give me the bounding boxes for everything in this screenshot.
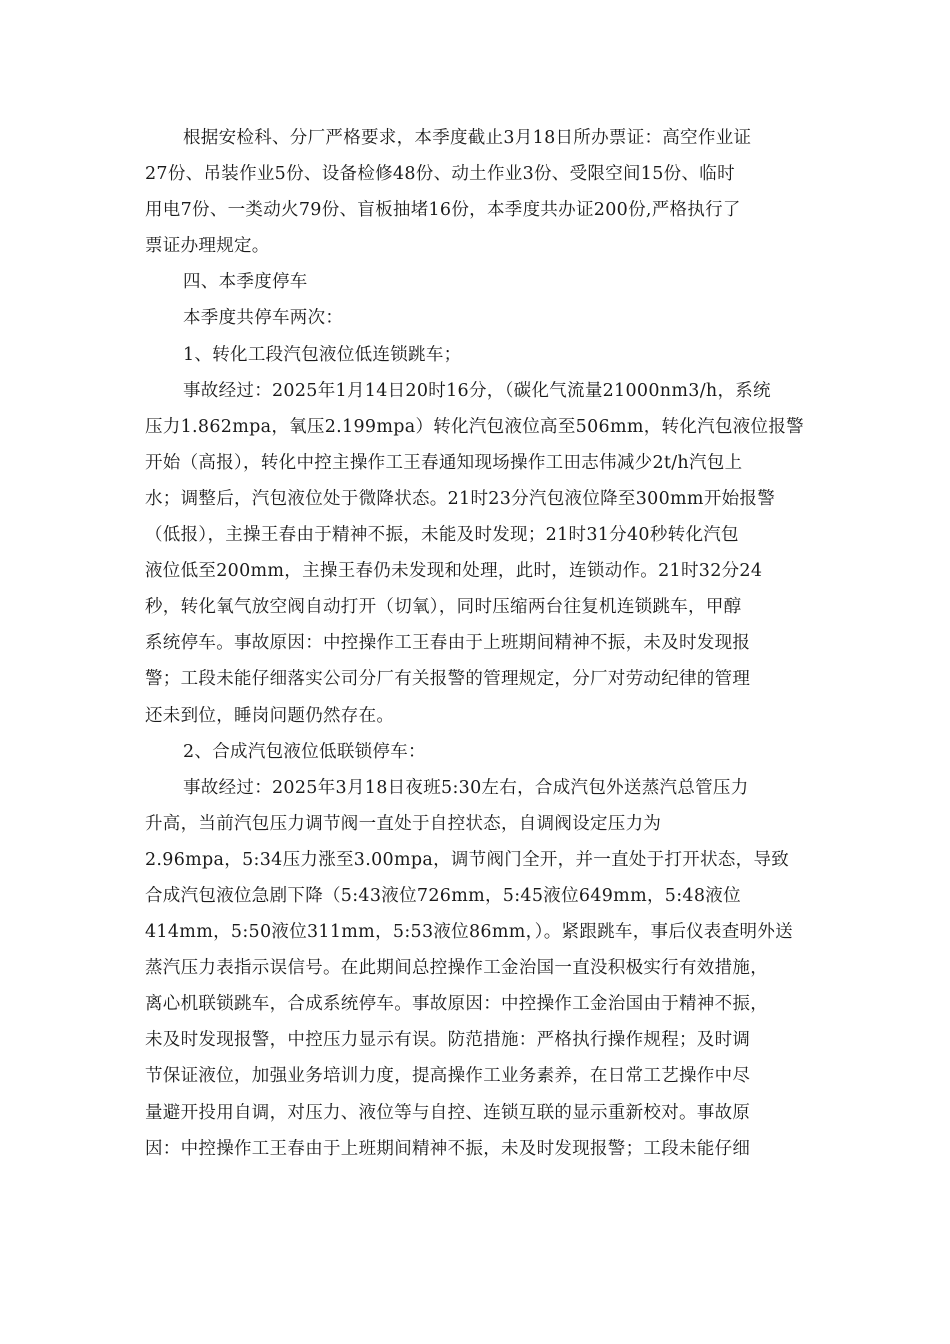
text-line: 根据安检科、分厂严格要求，本季度截止3月18日所办票证：高空作业证 <box>183 128 752 148</box>
text-line: 本季度共停车两次： <box>183 308 344 329</box>
text-line: 蒸汽压力表指示误信号。在此期间总控操作工金治国一直没积极实行有效措施， <box>145 958 768 979</box>
text-line: 水；调整后，汽包液位处于微降状态。21时23分汽包液位降至300mm开始报警 <box>145 488 776 509</box>
text-line: 票证办理规定。 <box>145 236 270 257</box>
text-line: 1、转化工段汽包液位低连锁跳车； <box>183 344 462 365</box>
text-line: 警；工段未能仔细落实公司分厂有关报警的管理规定，分厂对劳动纪律的管理 <box>145 669 751 690</box>
text-line: 压力1.862mpa，氧压2.199mpa）转化汽包液位高至506mm，转化汽包液位报警 <box>145 416 804 437</box>
document-body <box>145 120 810 1167</box>
text-line: 27份、吊装作业5份、设备检修48份、动土作业3份、受限空间15份、临时 <box>145 164 735 185</box>
text-line: 离心机联锁跳车，合成系统停车。事故原因：中控操作工金治国由于精神不振， <box>145 994 768 1015</box>
text-line: 因：中控操作工王春由于上班期间精神不振，未及时发现报警；工段未能仔细 <box>145 1138 751 1159</box>
text-line: 量避开投用自调，对压力、液位等与自控、连锁互联的显示重新校对。事故原 <box>145 1102 751 1123</box>
text-line: 节保证液位，加强业务培训力度，提高操作工业务素养，在日常工艺操作中尽 <box>145 1066 751 1087</box>
text-line: 秒，转化氧气放空阀自动打开（切氧），同时压缩两台往复机连锁跳车，甲醇 <box>145 597 742 618</box>
text-line: 事故经过：2025年3月18日夜班5:30左右，合成汽包外送蒸汽总管压力 <box>183 777 749 798</box>
text-line: 未及时发现报警，中控压力显示有误。防范措施：严格执行操作规程；及时调 <box>145 1030 751 1051</box>
text-line: 升高，当前汽包压力调节阀一直处于自控状态，自调阀设定压力为 <box>145 813 662 834</box>
text-line: 系统停车。事故原因：中控操作工王春由于上班期间精神不振，未及时发现报 <box>145 633 751 654</box>
text-line: 合成汽包液位急剧下降（5:43液位726mm，5:45液位649mm，5:48液位 <box>145 885 741 906</box>
document-page <box>145 120 810 1167</box>
text-line: 还未到位，睡岗问题仍然存在。 <box>145 705 395 726</box>
text-line: 四、本季度停车 <box>183 272 308 293</box>
text-line: 用电7份、一类动火79份、盲板抽堵16份，本季度共办证200份,严格执行了 <box>145 200 741 221</box>
text-line: 液位低至200mm，主操王春仍未发现和处理，此时，连锁动作。21时32分24 <box>145 561 763 582</box>
text-line: （低报），主操王春由于精神不振，未能及时发现；21时31分40秒转化汽包 <box>145 525 739 546</box>
text-line: 开始（高报），转化中控主操作工王春通知现场操作工田志伟减少2t/h汽包上 <box>145 452 743 473</box>
text-line: 2、合成汽包液位低联锁停车： <box>183 741 426 762</box>
text-line: 事故经过：2025年1月14日20时16分，（碳化气流量21000nm3/h，系统 <box>183 380 771 401</box>
text-line: 2.96mpa，5:34压力涨至3.00mpa，调节阀门全开，并一直处于打开状态，导致 <box>145 849 790 870</box>
text-line: 414mm，5:50液位311mm，5:53液位86mm，）。紧跟跳车，事后仪表查明外送 <box>145 922 793 943</box>
